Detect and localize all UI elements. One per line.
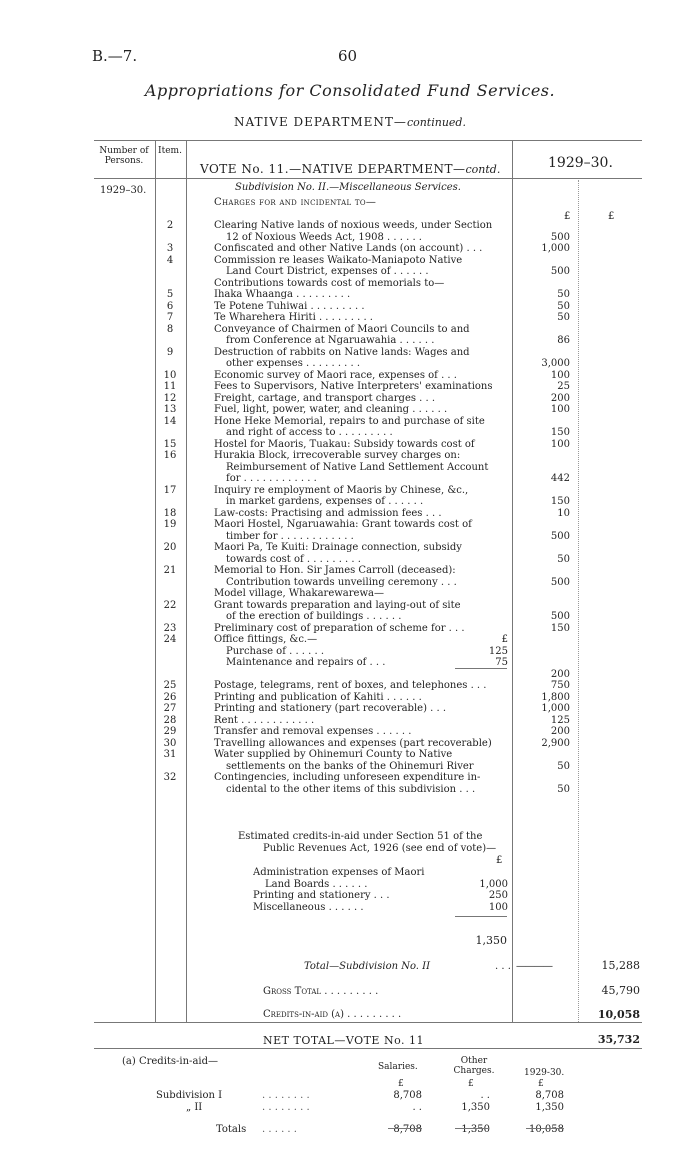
item-amount: 500 <box>550 576 570 588</box>
item-amount: 150 <box>550 496 570 507</box>
item-number: 2 <box>166 220 174 231</box>
item-amount: 2,900 <box>541 737 570 749</box>
footnote-heading: (a) Credits-in-aid— <box>122 1056 219 1067</box>
item-description: Te Wharehera Hiriti . . . . . . . . . <box>214 312 373 323</box>
footnote-year: 8,708 <box>535 1090 564 1101</box>
item-description: Rent . . . . . . . . . . . . <box>214 714 315 726</box>
footnote-salaries: 8,708 <box>393 1090 422 1101</box>
column-divider-amount <box>578 180 579 1022</box>
item-amount: 442 <box>550 473 570 484</box>
item-number: 23 <box>163 622 177 634</box>
item-description: Fuel, light, power, water, and cleaning . . . . . . <box>214 404 448 415</box>
subdivision-heading: Subdivision No. II.—Miscellaneous Services. <box>235 182 461 193</box>
item-number: 30 <box>163 737 177 749</box>
pound-sign-items: £ <box>564 211 571 222</box>
item-description: Confiscated and other Native Lands (on account) . . . <box>214 243 483 254</box>
item-description: Office fittings, &c.— <box>214 634 318 645</box>
credits-in-aid-value: 10,058 <box>597 1008 640 1021</box>
pound-sign-totals: £ <box>608 211 615 222</box>
footnote-leader: . . . . . . <box>262 1124 297 1135</box>
item-description: other expenses . . . . . . . . . <box>226 358 361 369</box>
item-description: Conveyance of Chairmen of Maori Councils to and <box>214 323 470 335</box>
item-description: Model village, Whakarewarewa— <box>214 588 384 599</box>
item-number: 17 <box>163 484 177 496</box>
item-description: Law-costs: Practising and admission fees . . . <box>214 507 442 519</box>
item-amount: 125 <box>550 714 570 726</box>
net-total-label: NET TOTAL—VOTE No. 11 <box>263 1034 425 1047</box>
footnote-col-salaries: Salaries. <box>378 1062 418 1072</box>
item-description: Maori Pa, Te Kuiti: Drainage connection, subsidy <box>214 542 462 553</box>
item-description: for . . . . . . . . . . . . <box>226 473 317 484</box>
credits-line-2: Public Revenues Act, 1926 (see end of vote)— <box>263 843 497 854</box>
item-amount: 50 <box>557 289 570 300</box>
item-number: 21 <box>163 565 177 576</box>
table-header-rule <box>94 178 642 179</box>
item-description: Maori Hostel, Ngaruawahia: Grant towards cost of <box>214 519 472 530</box>
item-description: of the erection of buildings . . . . . . <box>226 611 402 622</box>
item-amount: 500 <box>550 611 570 622</box>
item-description: cidental to the other items of this subdivision . . . <box>226 783 476 795</box>
item-description: Te Potene Tuhiwai . . . . . . . . . <box>214 300 365 312</box>
footnote-pound-salaries: £ <box>398 1079 404 1089</box>
item-description: and right of access to . . . . . . . . . <box>226 427 393 438</box>
footnote-other: 1,350 <box>461 1102 490 1113</box>
item-amount: 100 <box>550 404 570 415</box>
credit-amount: 100 <box>488 901 508 913</box>
item-number: 14 <box>163 415 177 427</box>
item-number: 31 <box>163 749 177 760</box>
item-number: 22 <box>163 599 177 611</box>
charges-heading: Charges for and incidental to— <box>214 197 377 208</box>
footnote-rule-other <box>455 1128 489 1129</box>
column-header-year: 1929–30. <box>548 155 613 171</box>
item-amount: 200 <box>550 726 570 737</box>
item-amount: 500 <box>550 266 570 277</box>
item-description: Destruction of rabbits on Native lands: Wages and <box>214 346 470 358</box>
item-number: 32 <box>163 772 177 783</box>
item-amount: 1,000 <box>541 703 570 714</box>
item-amount: 200 <box>550 392 570 404</box>
item-number: 19 <box>163 519 177 530</box>
item-number: 3 <box>166 243 174 254</box>
item-description: Transfer and removal expenses . . . . . . <box>214 726 412 737</box>
footnote-salaries: . . <box>412 1102 422 1113</box>
footnote-rule-salaries <box>388 1128 422 1129</box>
footnote-leader: . . . . . . . . <box>262 1102 310 1113</box>
item-number: 12 <box>163 392 177 404</box>
gross-total-label: Gross Total . . . . . . . . . <box>263 986 379 997</box>
item-description: Hurakia Block, irrecoverable survey charges on: <box>214 450 461 461</box>
department-continued: continued. <box>406 116 466 129</box>
table-bottom-rule <box>94 1022 642 1023</box>
persons-year: 1929–30. <box>100 185 147 196</box>
credit-description: Printing and stationery . . . <box>253 890 390 901</box>
item-number: 8 <box>166 323 174 335</box>
credit-description: Land Boards . . . . . . <box>265 878 368 890</box>
total-subdivision-dash: ———— <box>516 961 552 972</box>
item-description: Maintenance and repairs of . . . <box>226 657 386 668</box>
item-amount: 150 <box>550 622 570 634</box>
item-number: 9 <box>166 346 174 358</box>
item-number: 28 <box>163 714 177 726</box>
item-description: Reimbursement of Native Land Settlement Account <box>226 461 489 473</box>
item-description: Freight, cartage, and transport charges . . . <box>214 392 436 404</box>
item-description: settlements on the banks of the Ohinemuri River <box>226 760 474 772</box>
item-amount: 50 <box>557 553 570 565</box>
item-description: Fees to Supervisors, Native Interpreters' examinations <box>214 381 493 392</box>
item-number: 20 <box>163 542 177 553</box>
subamount-rule <box>455 668 507 669</box>
item-description: Grant towards preparation and laying-out of site <box>214 599 461 611</box>
item-amount: 500 <box>550 231 570 243</box>
item-number: 13 <box>163 404 177 415</box>
footnote-rule-year <box>526 1128 564 1129</box>
footnote-pound-year: £ <box>538 1079 544 1089</box>
item-amount: 100 <box>550 438 570 450</box>
item-description: Printing and stationery (part recoverable) . . . <box>214 703 447 714</box>
table-end-rule <box>94 1048 642 1049</box>
item-description: Contingencies, including unforeseen expenditure in- <box>214 772 481 783</box>
document-reference: B.—7. <box>92 47 138 65</box>
item-description: Travelling allowances and expenses (part recoverable) <box>214 737 492 749</box>
item-number: 6 <box>166 300 174 312</box>
item-number: 5 <box>166 289 174 300</box>
footnote-col-other: Other Charges. <box>453 1056 495 1076</box>
item-number: 29 <box>163 726 177 737</box>
department-name: NATIVE DEPARTMENT— <box>234 115 407 129</box>
item-amount: 750 <box>550 680 570 691</box>
item-subamount: 125 <box>488 645 508 657</box>
item-amount: 25 <box>557 381 570 392</box>
item-number: 18 <box>163 507 177 519</box>
footnote-label: Totals <box>216 1124 247 1135</box>
footnote-label: Subdivision I <box>156 1090 223 1101</box>
item-amount: 50 <box>557 760 570 772</box>
item-description: Contributions towards cost of memorials to— <box>214 277 445 289</box>
item-description: Commission re leases Waikato-Maniapoto Native <box>214 254 463 266</box>
footnote-leader: . . . . . . . . <box>262 1090 310 1101</box>
item-amount: 1,000 <box>541 243 570 254</box>
footnote-other: 1,350 <box>461 1124 490 1135</box>
item-amount: 50 <box>557 312 570 323</box>
vote-title: VOTE No. 11.—NATIVE DEPARTMENT— <box>200 162 466 176</box>
footnote-pound-other: £ <box>468 1079 474 1089</box>
credit-description: Administration expenses of Maori <box>253 867 425 878</box>
item-description: Land Court District, expenses of . . . . . . <box>226 266 429 277</box>
item-description: Memorial to Hon. Sir James Carroll (deceased): <box>214 565 456 576</box>
item-number: 26 <box>163 691 177 703</box>
total-subdivision-dots: . . . <box>495 961 511 972</box>
item-amount: 100 <box>550 369 570 381</box>
item-number: 7 <box>166 312 174 323</box>
item-description: Inquiry re employment of Maoris by Chinese, &c., <box>214 484 469 496</box>
item-amount: 200 <box>550 668 570 680</box>
item-description: Ihaka Whaanga . . . . . . . . . <box>214 289 351 300</box>
item-description: Contribution towards unveiling ceremony . . . <box>226 576 457 588</box>
column-header-item: Item. <box>158 146 182 156</box>
credit-amount: 250 <box>488 890 508 901</box>
column-header-persons: Number of Persons. <box>99 146 149 166</box>
total-subdivision-value: 15,288 <box>601 959 640 972</box>
credits-sum: 1,350 <box>475 934 507 947</box>
footnote-salaries: 8,708 <box>393 1124 422 1135</box>
footnote-year: 10,058 <box>529 1124 564 1135</box>
item-number: 27 <box>163 703 177 714</box>
item-description: Hone Heke Memorial, repairs to and purchase of site <box>214 415 485 427</box>
column-divider-item <box>186 140 187 1022</box>
item-number: 16 <box>163 450 177 461</box>
item-description: Purchase of . . . . . . <box>226 645 325 657</box>
credits-in-aid-label: Credits-in-aid (a) . . . . . . . . . <box>263 1009 402 1020</box>
column-divider-persons <box>155 140 156 1022</box>
footnote-other: . . <box>480 1090 490 1101</box>
credit-description: Miscellaneous . . . . . . <box>253 901 364 913</box>
item-description: towards cost of . . . . . . . . . <box>226 553 361 565</box>
footnote-col-year: 1929-30. <box>524 1068 565 1078</box>
credits-line-1: Estimated credits-in-aid under Section 51 of the <box>238 831 483 842</box>
item-amount: 1,800 <box>541 691 570 703</box>
item-amount: 86 <box>557 335 570 346</box>
item-description: from Conference at Ngaruawahia . . . . . . <box>226 335 435 346</box>
item-description: Postage, telegrams, rent of boxes, and telephones . . . <box>214 680 487 691</box>
table-top-rule <box>94 140 642 141</box>
item-amount: 10 <box>557 507 570 519</box>
gross-total-value: 45,790 <box>601 984 640 997</box>
item-description: Printing and publication of Kahiti . . . . . . <box>214 691 422 703</box>
item-number: 10 <box>163 369 177 381</box>
item-description: in market gardens, expenses of . . . . . . <box>226 496 424 507</box>
item-number: 25 <box>163 680 177 691</box>
item-amount: 500 <box>550 530 570 542</box>
item-number: 24 <box>163 634 177 645</box>
vote-heading <box>200 162 500 176</box>
total-subdivision-label: Total—Subdivision No. II <box>304 961 431 972</box>
item-description: Preliminary cost of preparation of scheme for . . . <box>214 622 465 634</box>
credits-pound: £ <box>496 855 503 866</box>
item-description: 12 of Noxious Weeds Act, 1908 . . . . . . <box>226 231 422 243</box>
item-description: Economic survey of Maori race, expenses of . . . <box>214 369 457 381</box>
item-number: 4 <box>166 254 174 266</box>
item-description: timber for . . . . . . . . . . . . <box>226 530 354 542</box>
footnote-year: 1,350 <box>535 1102 564 1113</box>
page-title: Appropriations for Consolidated Fund Services. <box>144 81 556 100</box>
page-number: 60 <box>338 47 358 65</box>
item-subamount: £ <box>501 634 508 645</box>
footnote-label: „ II <box>186 1102 203 1113</box>
item-description: Hostel for Maoris, Tuakau: Subsidy towards cost of <box>214 438 475 450</box>
credits-sum-rule <box>455 916 507 917</box>
item-amount: 50 <box>557 783 570 795</box>
item-number: 15 <box>163 438 177 450</box>
item-amount: 3,000 <box>541 358 570 369</box>
item-amount: 50 <box>557 300 570 312</box>
item-description: Clearing Native lands of noxious weeds, under Section <box>214 220 493 231</box>
item-amount: 150 <box>550 427 570 438</box>
item-number: 11 <box>163 381 177 392</box>
department-heading <box>0 115 700 129</box>
vote-contd: contd. <box>465 163 501 176</box>
item-description: Water supplied by Ohinemuri County to Native <box>214 749 453 760</box>
item-subamount: 75 <box>495 657 508 668</box>
net-total-value: 35,732 <box>597 1033 640 1046</box>
credit-amount: 1,000 <box>479 878 508 890</box>
